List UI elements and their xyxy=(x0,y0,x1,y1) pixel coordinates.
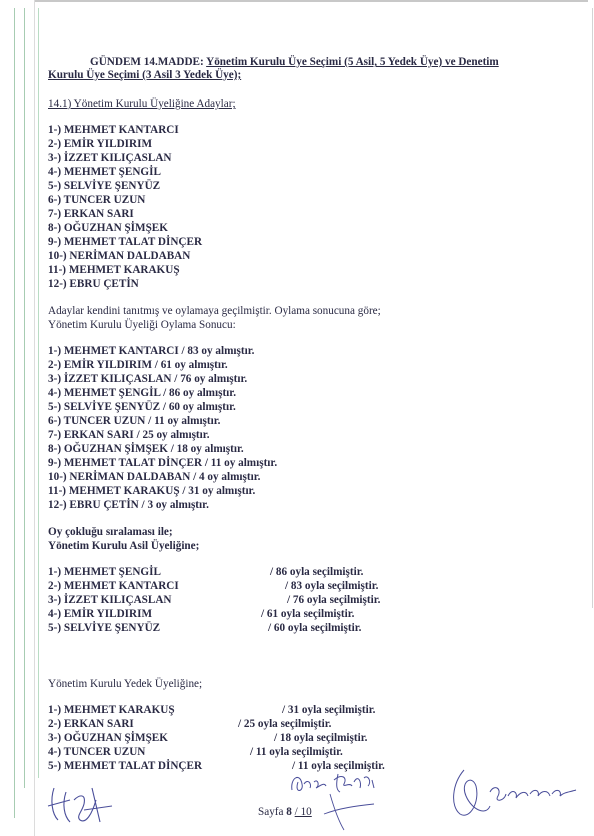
list-item: 10-) NERİMAN DALDABAN xyxy=(48,250,191,262)
list-item: 12-) EBRU ÇETİN xyxy=(48,278,139,290)
list-item-name: 2-) MEHMET KANTARCI xyxy=(48,580,179,592)
list-item: 5-) SELVİYE ŞENYÜZ / 60 oy almıştır. xyxy=(48,401,236,413)
list-item: 7-) ERKAN SARI / 25 oy almıştır. xyxy=(48,429,210,441)
list-item-name: 5-) SELVİYE ŞENYÜZ xyxy=(48,622,161,634)
signature-center xyxy=(284,764,394,836)
list-item: 9-) MEHMET TALAT DİNÇER xyxy=(48,236,203,248)
list-item-result: / 31 oyla seçilmiştir. xyxy=(282,704,376,716)
list-item-result: / 18 oyla seçilmiştir. xyxy=(274,732,368,744)
agenda-heading-line2: Kurulu Üye Seçimi (3 Asil 3 Yedek Üye); xyxy=(48,69,242,81)
list-item-result: / 76 oyla seçilmiştir. xyxy=(287,594,381,606)
list-item-result: / 11 oyla seçilmiştir. xyxy=(292,760,385,772)
list-item: 5-) SELVİYE ŞENYÜZ xyxy=(48,180,161,192)
list-item: 11-) MEHMET KARAKUŞ xyxy=(48,264,180,276)
list-item: 4-) MEHMET ŞENGİL / 86 oy almıştır. xyxy=(48,387,237,399)
list-item: 2-) EMİR YILDIRIM xyxy=(48,138,152,150)
list-item: 9-) MEHMET TALAT DİNÇER / 11 oy almıştır. xyxy=(48,457,278,469)
list-item: 8-) OĞUZHAN ŞİMŞEK / 18 oy almıştır. xyxy=(48,443,244,455)
agenda-heading-line1 xyxy=(90,56,499,69)
list-item: 3-) İZZET KILIÇASLAN xyxy=(48,152,172,164)
agenda-label: GÜNDEM 14.MADDE: xyxy=(90,56,204,68)
list-item-result: / 25 oyla seçilmiştir. xyxy=(238,718,332,730)
list-item: 6-) TUNCER UZUN xyxy=(48,194,146,206)
list-item-name: 4-) EMİR YILDIRIM xyxy=(48,608,152,620)
list-item-name: 3-) İZZET KILIÇASLAN xyxy=(48,594,172,606)
list-item-result: / 61 oyla seçilmiştir. xyxy=(261,608,355,620)
agenda-title: Yönetim Kurulu Üye Seçimi (5 Asil, 5 Yedek Üye) ve Denetim xyxy=(206,56,499,68)
list-item-name: 1-) MEHMET ŞENGİL xyxy=(48,566,161,578)
list-item: 2-) EMİR YILDIRIM / 61 oy almıştır. xyxy=(48,359,228,371)
asil-heading: Yönetim Kurulu Asil Üyeliğine; xyxy=(48,540,200,552)
list-item-name: 5-) MEHMET TALAT DİNÇER xyxy=(48,760,203,772)
list-item-result: / 11 oyla seçilmiştir. xyxy=(250,746,343,758)
section-title: 14.1) Yönetim Kurulu Üyeliğine Adaylar; xyxy=(48,98,236,110)
ranking-heading: Oy çokluğu sıralaması ile; xyxy=(48,526,173,538)
list-item: 7-) ERKAN SARI xyxy=(48,208,134,220)
page-number xyxy=(258,806,312,818)
intro-line: Adaylar kendini tanıtmış ve oylamaya geçilmiştir. Oylama sonucuna göre; xyxy=(48,305,381,317)
list-item-result: / 83 oyla seçilmiştir. xyxy=(285,580,379,592)
page-current: 8 xyxy=(286,806,292,818)
list-item: 3-) İZZET KILIÇASLAN / 76 oy almıştır. xyxy=(48,373,248,385)
list-item: 4-) MEHMET ŞENGİL xyxy=(48,166,161,178)
signature-left xyxy=(40,770,120,836)
page-total: / 10 xyxy=(294,806,312,818)
yedek-heading: Yönetim Kurulu Yedek Üyeliğine; xyxy=(48,678,203,690)
list-item: 6-) TUNCER UZUN / 11 oy almıştır. xyxy=(48,415,221,427)
list-item-name: 4-) TUNCER UZUN xyxy=(48,746,146,758)
list-item-result: / 60 oyla seçilmiştir. xyxy=(268,622,362,634)
list-item-name: 3-) OĞUZHAN ŞİMŞEK xyxy=(48,732,168,744)
results-heading: Yönetim Kurulu Üyeliği Oylama Sonucu: xyxy=(48,319,236,331)
signature-right xyxy=(446,762,586,828)
list-item: 1-) MEHMET KANTARCI / 83 oy almıştır. xyxy=(48,345,255,357)
list-item: 8-) OĞUZHAN ŞİMŞEK xyxy=(48,222,168,234)
list-item-name: 1-) MEHMET KARAKUŞ xyxy=(48,704,175,716)
list-item-name: 2-) ERKAN SARI xyxy=(48,718,134,730)
list-item: 1-) MEHMET KANTARCI xyxy=(48,124,179,136)
list-item: 11-) MEHMET KARAKUŞ / 31 oy almıştır. xyxy=(48,485,256,497)
list-item-result: / 86 oyla seçilmiştir. xyxy=(270,566,364,578)
page-label: Sayfa xyxy=(258,806,284,818)
list-item: 10-) NERİMAN DALDABAN / 4 oy almıştır. xyxy=(48,471,261,483)
list-item: 12-) EBRU ÇETİN / 3 oy almıştır. xyxy=(48,499,209,511)
